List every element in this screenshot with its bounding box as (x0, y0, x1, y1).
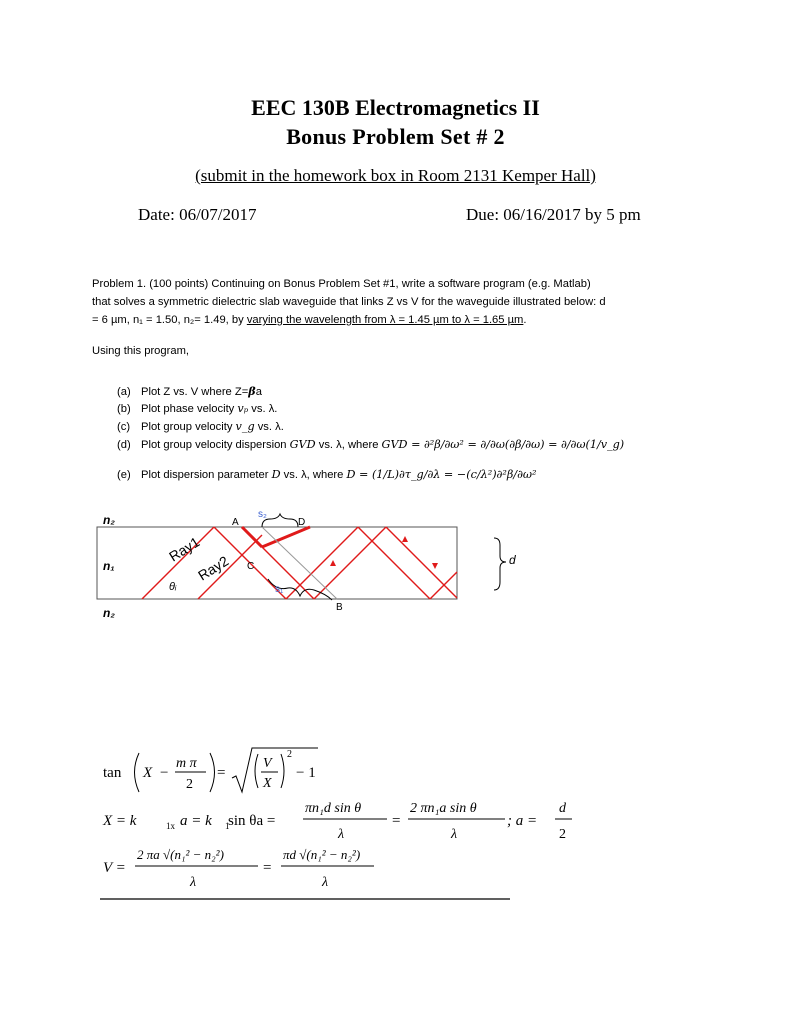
eq2-mid: a = k (180, 813, 212, 829)
label-thickness-d: d (509, 553, 516, 567)
eq2-sub1: 1x (166, 821, 175, 831)
brace-d (494, 538, 506, 590)
task-label: (e) (117, 469, 131, 481)
eq1-paren-left (135, 753, 140, 792)
problem-line-3 (92, 311, 712, 329)
gvd-formula: GVD = ∂²β/∂ω² = ∂/∂ω(∂β/∂ω) = ∂/∂ω(1/v_g) (381, 438, 625, 451)
problem-line-3-start: = 6 µm, n₁ = 1.50, n₂= 1.49, by (92, 314, 247, 326)
task-d (117, 438, 624, 451)
date-issued: Date: 06/07/2017 (138, 205, 257, 224)
task-symbol: GVD (289, 438, 316, 451)
eq2-lhs: X = k (103, 813, 137, 829)
eq2-a: ; a = (507, 813, 538, 829)
eq1-paren2-left (255, 754, 258, 788)
eq1-mpi: m π (176, 756, 197, 771)
eq2-eq: = (392, 813, 401, 829)
waveguide-diagram (0, 500, 791, 630)
eq2-f1-den: λ (338, 827, 345, 842)
problem-line-3-end: . (523, 314, 527, 326)
eq1-paren2-right (281, 754, 284, 788)
eq2-f2-num: 2 πn₁a sin θ (410, 801, 477, 816)
brace-s2 (262, 514, 298, 527)
eq3-f1-num: 2 πa √(n₁² − n₂²) (137, 847, 224, 862)
task-label: (c) (117, 421, 131, 433)
label-c: C (247, 561, 255, 572)
eq3-f2-num: πd √(n₁² − n₂²) (283, 847, 361, 862)
eq1-tan: tan (103, 765, 122, 781)
task-a (117, 384, 262, 398)
label-ray2: Ray2 (195, 552, 232, 584)
eq2-f3-den: 2 (559, 827, 566, 842)
date-due: Due: 06/16/2017 by 5 pm (466, 205, 641, 224)
task-text-post: vs. λ, where (315, 439, 382, 451)
task-text: Plot group velocity (141, 421, 236, 433)
task-text-post: vs. λ, where (280, 469, 347, 481)
label-n2-top: n₂ (103, 513, 115, 527)
eq3-f1-den: λ (190, 875, 197, 890)
eq3-eq: = (263, 860, 272, 876)
eq1-v: V (263, 756, 272, 771)
task-label: (b) (117, 403, 131, 415)
equations-block (0, 735, 791, 910)
eq2-f1-num: πn₁d sin θ (305, 801, 362, 816)
label-b: B (336, 602, 343, 613)
eq1-two: 2 (186, 777, 193, 792)
label-s2: s₂ (258, 509, 267, 520)
problem-line-2: that solves a symmetric dielectric slab waveguide that links Z vs V for the waveguide illustrated below: d (92, 296, 606, 308)
wavelength-range: varying the wavelength from λ = 1.45 µm to λ = 1.65 µm (246, 314, 524, 326)
task-c (117, 420, 284, 433)
task-e (117, 468, 536, 481)
label-n1: n₁ (103, 559, 115, 573)
task-text: Plot phase velocity (141, 403, 238, 415)
label-d-point: D (298, 517, 306, 528)
eq2-f2-den: λ (451, 827, 458, 842)
eq2-f3-num: d (559, 801, 566, 816)
eq1-minus-one: − 1 (296, 765, 316, 781)
eq2-sub2: 1 (225, 821, 230, 831)
course-title: EEC 130B Electromagnetics II (251, 95, 540, 120)
task-label: (a) (117, 386, 131, 398)
eq2-rest: sin θa = (228, 813, 276, 829)
task-symbol: β (248, 384, 256, 398)
label-n2-bottom: n₂ (103, 606, 115, 620)
label-a: A (232, 517, 239, 528)
task-b (117, 402, 277, 415)
path-line-ab (262, 527, 337, 599)
eq1-x: X (143, 765, 153, 781)
eq1-xd: X (263, 776, 272, 791)
label-s1: s₁ (275, 584, 284, 595)
task-text-post: vs. λ. (248, 403, 278, 415)
using-text: Using this program, (92, 345, 189, 357)
task-text: Plot Z vs. V where Z= (141, 386, 249, 398)
set-title: Bonus Problem Set # 2 (286, 124, 505, 149)
task-text: Plot dispersion parameter (141, 469, 272, 481)
eq1-paren-right (210, 753, 215, 792)
eq1-square: 2 (287, 749, 292, 760)
problem-statement (92, 275, 712, 329)
eq1-minus: − (160, 765, 169, 781)
eq3-lhs: V = (103, 860, 126, 876)
label-ray1: Ray1 (166, 533, 203, 565)
task-text-post: a (255, 386, 262, 398)
submit-note: (submit in the homework box in Room 2131 Kemper Hall) (195, 166, 596, 185)
task-text-post: vs. λ. (254, 421, 284, 433)
problem-line-1: Problem 1. (100 points) Continuing on Bonus Problem Set #1, write a software program (e.g. Matlab) (92, 278, 591, 290)
dispersion-formula: D = (1/L)∂τ_g/∂λ = −(c/λ²)∂²β/∂ω² (346, 468, 537, 481)
task-symbol: v_g (235, 420, 255, 433)
eq3-f2-den: λ (322, 875, 329, 890)
task-text: Plot group velocity dispersion (141, 439, 290, 451)
task-symbol: vₚ (237, 402, 249, 415)
task-label: (d) (117, 439, 131, 451)
eq1-equals: = (217, 765, 226, 781)
label-theta: θᵢ (169, 581, 177, 593)
task-symbol: D (271, 468, 281, 481)
